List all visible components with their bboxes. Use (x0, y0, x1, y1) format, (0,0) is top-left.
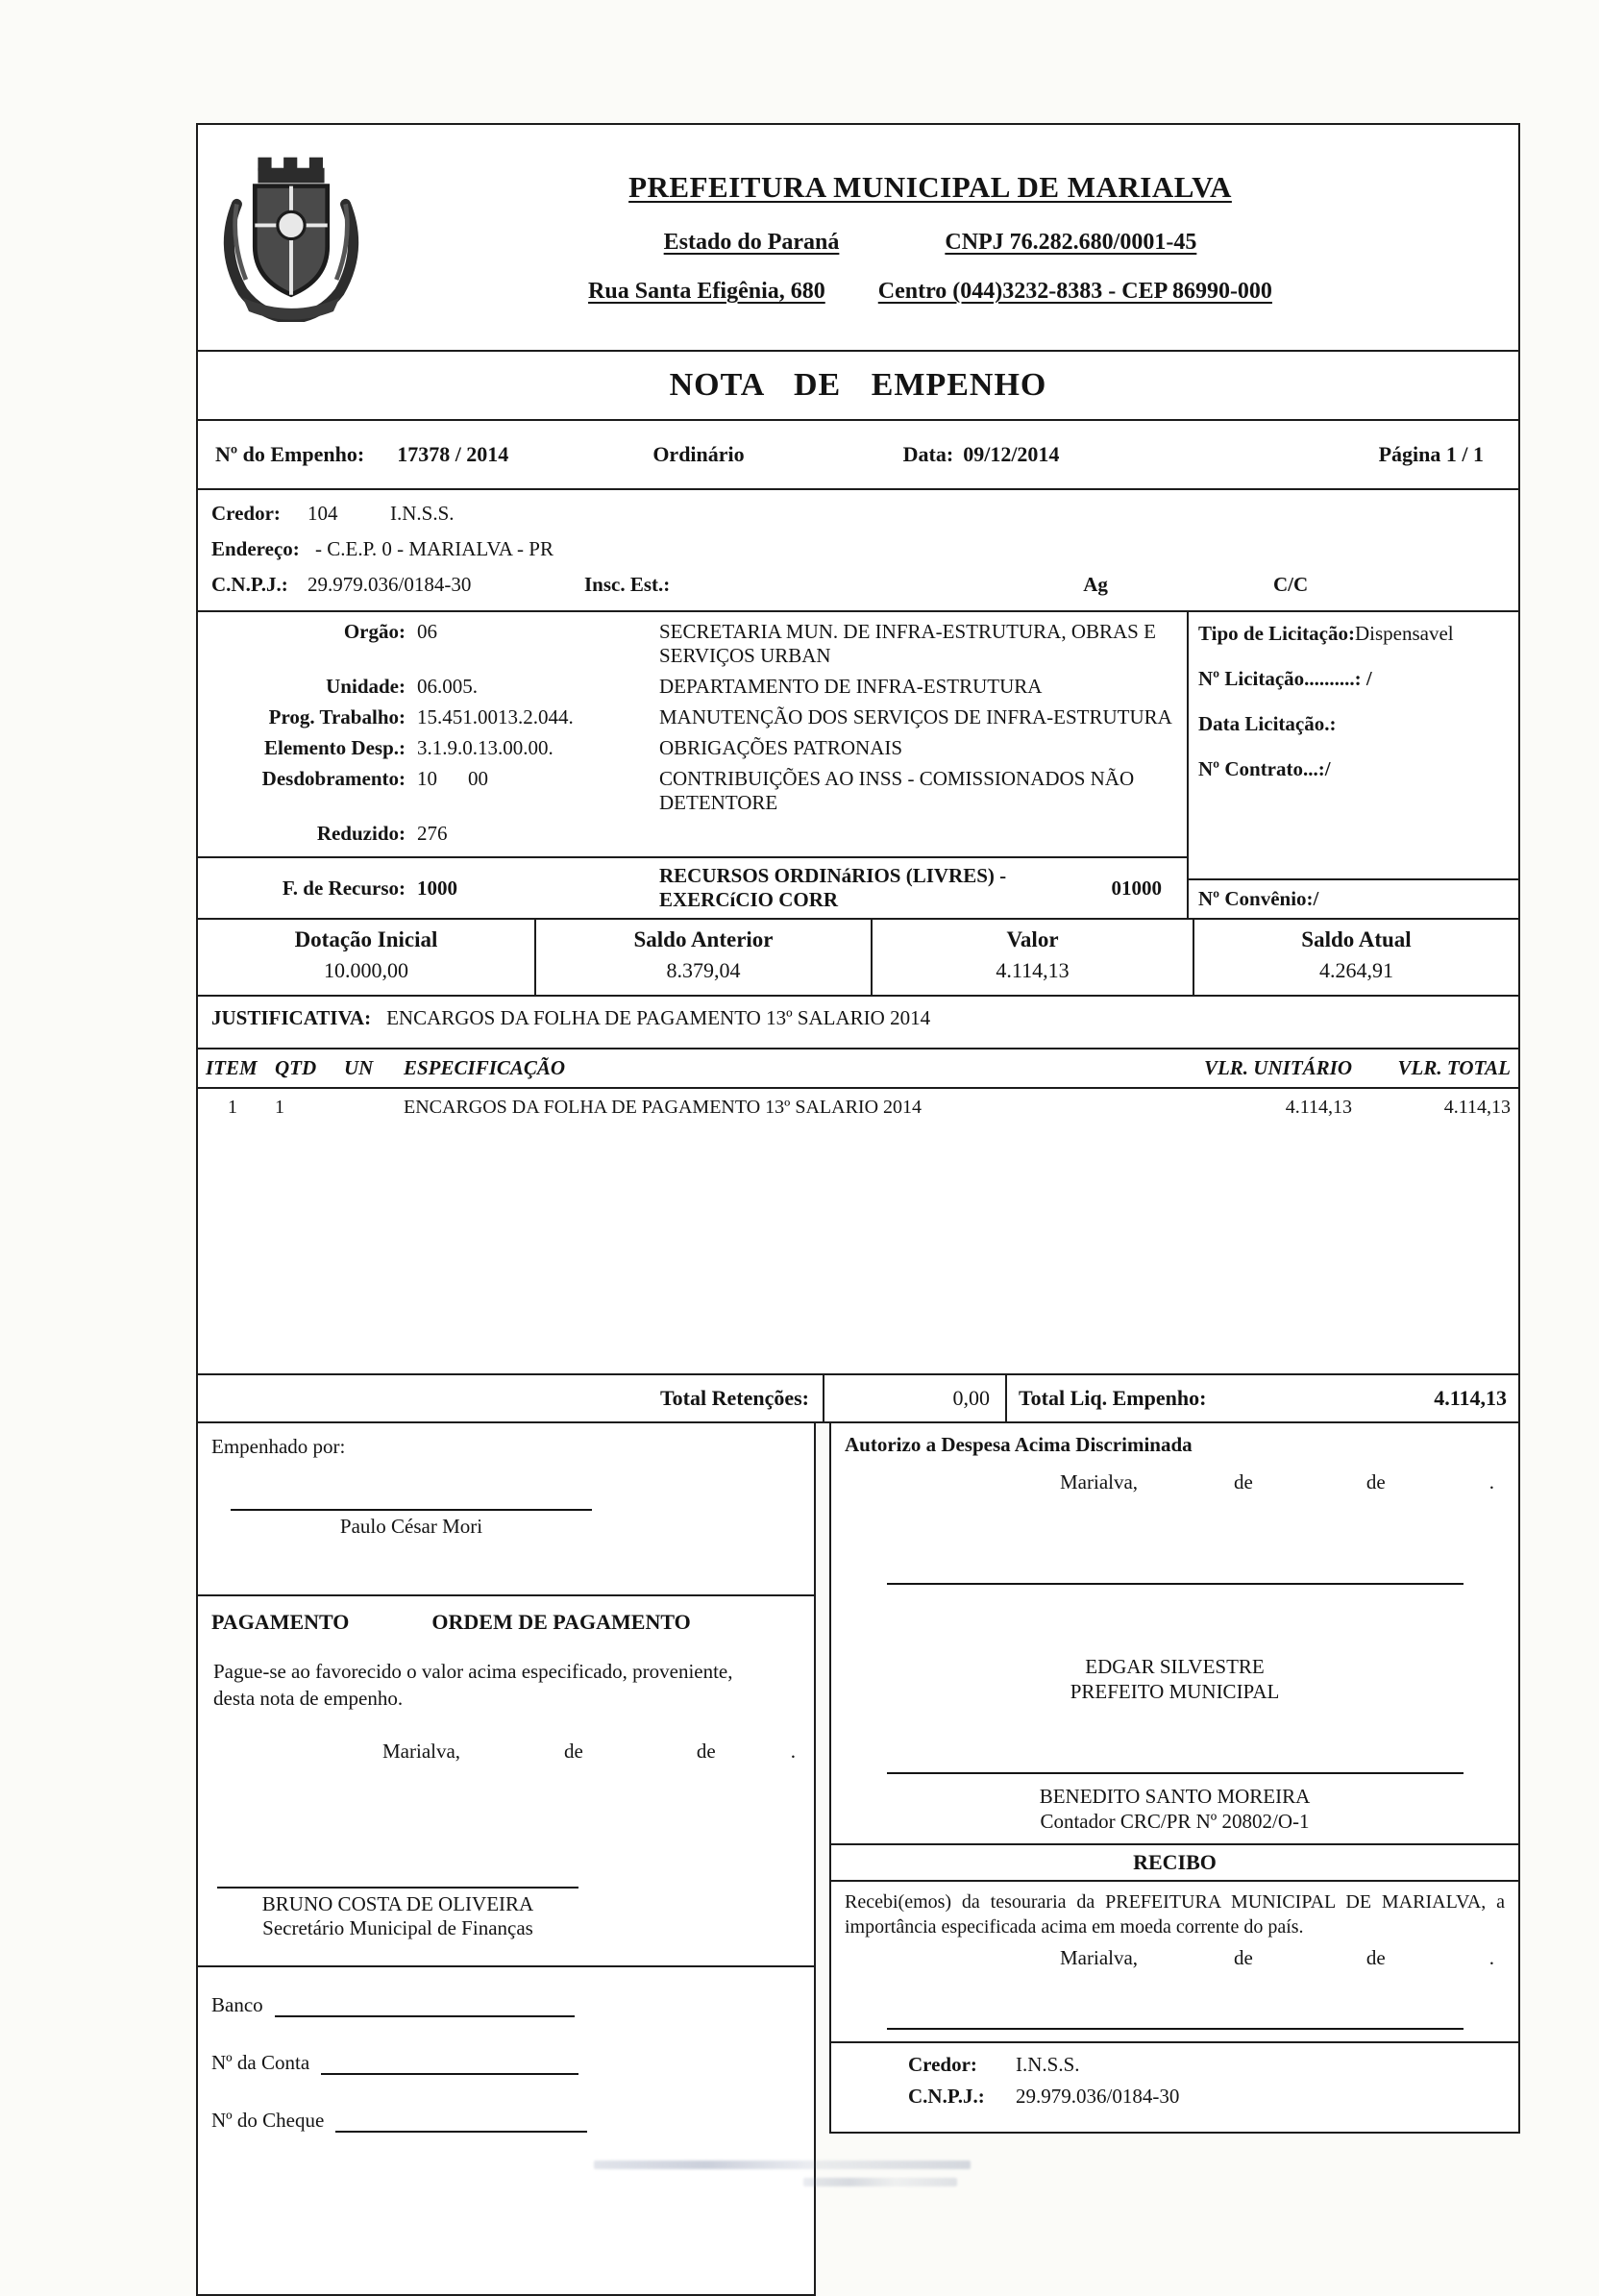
prog-trabalho-row (198, 705, 1187, 729)
desdobramento-row (198, 767, 1187, 815)
field-description: RECURSOS ORDINáRIOS (LIVRES) - EXERCíCIO CORR (659, 864, 1007, 911)
field-description: SECRETARIA MUN. DE INFRA-ESTRUTURA, OBRAS E SERVIÇOS URBAN (659, 620, 1156, 667)
item-qtd: 1 (275, 1097, 284, 1118)
de-label: de (1365, 1470, 1386, 1494)
total-liquido-label: Total Liq. Empenho: (1019, 1386, 1207, 1410)
item-vlr-unitario: 4.114,13 (1285, 1097, 1352, 1118)
field-description: MANUTENÇÃO DOS SERVIÇOS DE INFRA-ESTRUTURA (659, 705, 1172, 728)
saldo-anterior-cell (534, 920, 871, 995)
credor-name: I.N.S.S. (390, 502, 455, 525)
prefeito-role: PREFEITO MUNICIPAL (1070, 1680, 1280, 1704)
period-mark: . (1488, 1945, 1494, 1969)
convenio-row: Nº Convênio:/ (1189, 878, 1518, 918)
banco-label: Banco (211, 1993, 263, 2016)
field-label: Desdobramento: (261, 767, 406, 790)
agencia-label: Ag (1083, 573, 1108, 596)
orgao-fields (198, 612, 1187, 918)
field-label: Orgão: (343, 620, 406, 643)
totals-row (196, 1373, 1520, 1423)
cnpj-label: C.N.P.J.: (908, 2084, 985, 2108)
empenhado-box (196, 1421, 816, 1596)
empenho-number-label: Nº do Empenho: (215, 442, 365, 466)
banco-fill-line (275, 1992, 575, 2017)
item-vlr-total: 4.114,13 (1443, 1097, 1511, 1118)
contador-name: BENEDITO SANTO MOREIRA (1039, 1784, 1311, 1808)
column-value: 4.264,91 (1319, 958, 1393, 982)
endereco-row (211, 537, 1505, 561)
field-description: OBRIGAÇÕES PATRONAIS (659, 736, 903, 759)
city-label: Marialva, (1060, 1470, 1139, 1494)
column-value: 8.379,04 (666, 958, 741, 982)
recibo-text: Recebi(emos) da tesouraria da PREFEITURA MUNICIPAL DE MARIALVA, a importância especificada acima em moeda corrente do país. (845, 1891, 1505, 1938)
cnpj-value: 29.979.036/0184-30 (1016, 2084, 1180, 2108)
secretario-role: Secretário Municipal de Finanças (262, 1915, 533, 1939)
column-value: 10.000,00 (324, 958, 408, 982)
signature-line (887, 1583, 1464, 1585)
municipal-coat-of-arms-logo (215, 153, 367, 322)
items-table-body (198, 1089, 1518, 1373)
de-label: de (564, 1739, 583, 1763)
credor-row (908, 2053, 1518, 2077)
autorizo-text: Autorizo a Despesa Acima Discriminada (845, 1433, 1193, 1456)
desdobramento-code: 10 (417, 767, 437, 790)
field-code: 06 (417, 620, 437, 643)
field-code (417, 767, 659, 791)
header-text-block (367, 170, 1501, 305)
empenhado-signer-name: Paulo César Mori (339, 1515, 483, 1538)
credor-label: Credor: (908, 2052, 977, 2076)
conta-corrente-label: C/C (1272, 573, 1309, 596)
credor-section (196, 488, 1520, 612)
ordem-pagamento-box (196, 1594, 816, 1967)
contrato-row: Nº Contrato...:/ (1198, 757, 1331, 780)
endereco-label: Endereço: (211, 537, 300, 560)
field-label: Elemento Desp.: (264, 736, 406, 759)
credor-value: I.N.S.S. (1016, 2052, 1080, 2076)
tipo-licitacao-label: Tipo de Licitação: (1198, 622, 1355, 645)
licitacao-panel (1187, 612, 1518, 918)
field-label: Reduzido: (316, 822, 406, 845)
tipo-licitacao-row (1198, 622, 1518, 646)
document-title: NOTA DE EMPENHO (196, 350, 1520, 421)
signature-line (887, 1772, 1464, 1774)
dotacao-inicial-cell (198, 920, 534, 995)
cnpj-value: 29.979.036/0184-30 (308, 573, 472, 596)
total-retencoes-value: 0,00 (823, 1375, 1007, 1421)
col-header-vlr-total: VLR. TOTAL (1397, 1056, 1511, 1079)
date-fill-line (831, 1946, 1518, 1970)
insc-est-label: Insc. Est.: (584, 573, 671, 596)
col-header-vlr-unitario: VLR. UNITÁRIO (1203, 1056, 1352, 1079)
justificativa-section (196, 995, 1520, 1049)
saldos-table (196, 918, 1520, 997)
date-fill-line (831, 1470, 1518, 1494)
empenho-info-row (196, 419, 1520, 490)
items-table-header (198, 1049, 1518, 1089)
authorization-recibo-box (829, 1421, 1520, 2134)
total-retencoes-label: Total Retenções: (660, 1386, 809, 1410)
contador-block (831, 1784, 1518, 1835)
banco-row (211, 1992, 800, 2017)
scan-artifact (594, 2160, 971, 2169)
fonte-recurso-row (198, 856, 1187, 918)
col-header-un: UN (344, 1056, 374, 1079)
pague-se-text: Pague-se ao favorecido o valor acima especificado, proveniente, desta nota de empenho. (213, 1660, 733, 1711)
orgao-section (196, 610, 1520, 920)
cnpj-row (211, 573, 1505, 597)
bank-details-box (196, 1965, 816, 2296)
field-code: 3.1.9.0.13.00.00. (417, 736, 554, 759)
field-code: 06.005. (417, 675, 478, 698)
empenho-number: 17378 / 2014 (397, 442, 509, 466)
field-code: 15.451.0013.2.044. (417, 705, 574, 728)
de-label: de (1365, 1945, 1386, 1969)
document-header (196, 123, 1520, 352)
fonte-recurso-extra-code: 01000 (1111, 876, 1162, 900)
total-liquido-value: 4.114,13 (1434, 1386, 1507, 1410)
col-header-qtd: QTD (275, 1056, 317, 1079)
page-indicator: Página 1 / 1 (1378, 442, 1484, 466)
credor-row (211, 502, 1505, 526)
field-description: CONTRIBUIÇÕES AO INSS - COMISSIONADOS NÃO DETENTORE (659, 767, 1135, 814)
col-header-item: ITEM (206, 1056, 258, 1079)
field-description: DEPARTAMENTO DE INFRA-ESTRUTURA (659, 675, 1043, 698)
credor-label: Credor: (211, 502, 281, 525)
field-label: Prog. Trabalho: (268, 705, 406, 728)
field-code: 1000 (417, 876, 457, 900)
endereco-value: - C.E.P. 0 - MARIALVA - PR (315, 537, 554, 560)
saldo-atual-cell (1193, 920, 1518, 995)
field-label: F. de Recurso: (282, 876, 406, 900)
column-header: Dotação Inicial (294, 927, 438, 951)
item-number: 1 (228, 1097, 237, 1118)
conta-label: Nº da Conta (211, 2051, 310, 2074)
credor-code: 104 (308, 502, 338, 525)
desdobramento-subcode: 00 (468, 767, 488, 790)
elemento-desp-row (198, 736, 1187, 760)
justificativa-text: ENCARGOS DA FOLHA DE PAGAMENTO 13º SALARIO 2014 (386, 1006, 931, 1029)
de-label: de (696, 1739, 716, 1763)
numero-licitacao-row: Nº Licitação..........: / (1198, 667, 1372, 690)
municipality-title: PREFEITURA MUNICIPAL DE MARIALVA (628, 170, 1232, 204)
de-label: de (1234, 1470, 1253, 1494)
pagamento-label: PAGAMENTO (211, 1610, 350, 1634)
signature-line (887, 2028, 1464, 2030)
valor-cell (871, 920, 1193, 995)
field-label: Unidade: (326, 675, 406, 698)
data-licitacao-row: Data Licitação.: (1198, 712, 1337, 735)
street-address: Rua Santa Efigênia, 680 (588, 279, 825, 304)
orgao-row (198, 620, 1187, 668)
de-label: de (1234, 1945, 1253, 1969)
state-label: Estado do Paraná (663, 230, 840, 255)
date-fill-line (198, 1740, 814, 1764)
field-code: 276 (417, 822, 448, 845)
conta-row (211, 2050, 800, 2075)
scan-artifact (803, 2178, 957, 2186)
cnpj-label: C.N.P.J.: (211, 573, 288, 596)
column-header: Saldo Atual (1301, 927, 1412, 951)
city-label: Marialva, (382, 1739, 461, 1763)
period-mark: . (1488, 1470, 1494, 1494)
cheque-fill-line (335, 2108, 587, 2133)
items-table (196, 1048, 1520, 1375)
item-especificacao: ENCARGOS DA FOLHA DE PAGAMENTO 13º SALARIO 2014 (404, 1097, 922, 1118)
empenhado-label: Empenhado por: (211, 1435, 346, 1458)
ordem-pagamento-title: ORDEM DE PAGAMENTO (431, 1610, 691, 1634)
contador-role: Contador CRC/PR Nº 20802/O-1 (1040, 1809, 1310, 1833)
total-liquido-cell (1007, 1375, 1518, 1421)
cheque-row (211, 2108, 800, 2133)
nota-de-empenho-document (196, 123, 1520, 2296)
tipo-licitacao-value: Dispensavel (1354, 622, 1454, 645)
prefeito-name: EDGAR SILVESTRE (1085, 1655, 1265, 1678)
date-label: Data: (902, 442, 954, 466)
city-label: Marialva, (1060, 1945, 1139, 1969)
secretario-name: BRUNO COSTA DE OLIVEIRA (261, 1891, 534, 1915)
column-value: 4.114,13 (996, 958, 1070, 982)
address-extra: Centro (044)3232-8383 - CEP 86990-000 (877, 279, 1272, 304)
recibo-title: RECIBO (831, 1843, 1518, 1882)
period-mark: . (790, 1739, 796, 1763)
header-cnpj: CNPJ 76.282.680/0001-45 (945, 230, 1197, 255)
empenho-kind: Ordinário (652, 442, 745, 466)
reduzido-row (198, 822, 1187, 846)
recibo-credor-block (831, 2041, 1518, 2122)
justificativa-label: JUSTIFICATIVA: (211, 1006, 372, 1029)
empenho-date: 09/12/2014 (963, 442, 1060, 466)
unidade-row (198, 675, 1187, 699)
conta-fill-line (321, 2050, 578, 2075)
cnpj-row (908, 2085, 1518, 2109)
prefeito-block (831, 1654, 1518, 1705)
cheque-label: Nº do Cheque (211, 2109, 325, 2132)
column-header: Valor (1006, 927, 1059, 951)
column-header: Saldo Anterior (633, 927, 774, 951)
item-row (198, 1097, 1518, 1119)
col-header-especificacao: ESPECIFICAÇÃO (404, 1056, 566, 1079)
